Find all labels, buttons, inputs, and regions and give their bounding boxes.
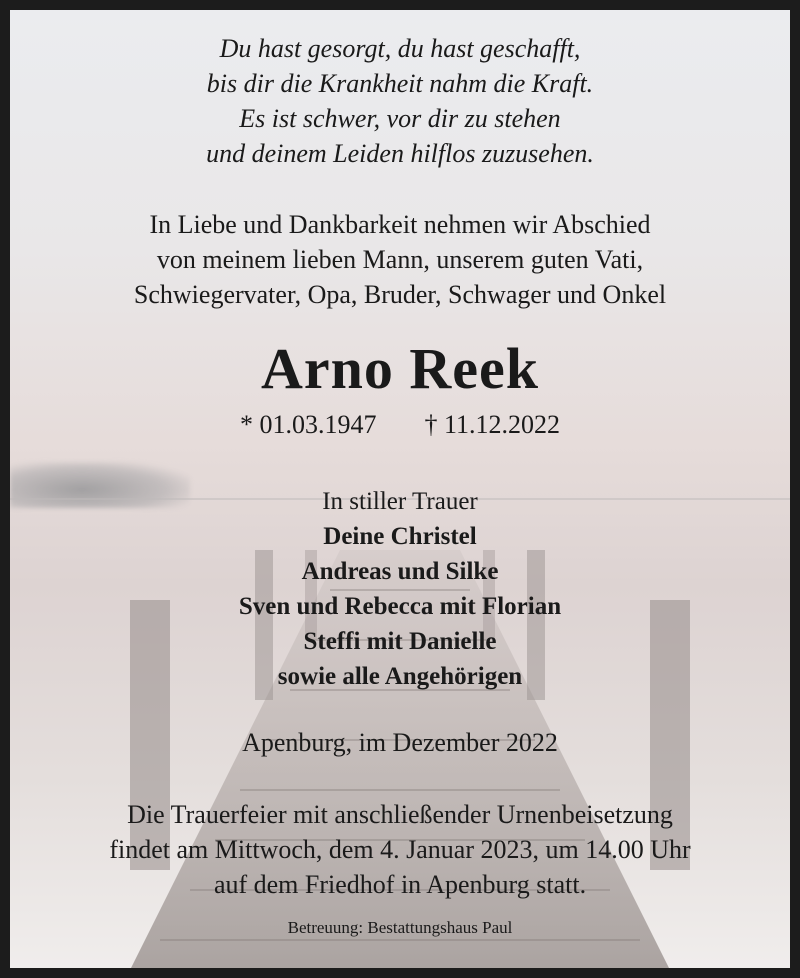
mourner-name: Andreas und Silke bbox=[301, 558, 499, 585]
death-date: † 11.12.2022 bbox=[424, 410, 561, 439]
funeral-info-line: findet am Mittwoch, dem 4. Januar 2023, um 14.00 Uhr bbox=[109, 835, 691, 864]
funeral-home-credit: Betreuung: Bestattungshaus Paul bbox=[287, 918, 513, 937]
intro-line: Schwiegervater, Opa, Bruder, Schwager und Onkel bbox=[133, 280, 667, 309]
verse-line: bis dir die Krankheit nahm die Kraft. bbox=[206, 69, 594, 98]
mourner-name: Steffi mit Danielle bbox=[303, 628, 497, 655]
verse-line: Du hast gesorgt, du hast geschafft, bbox=[219, 34, 581, 63]
verse-line: und deinem Leiden hilflos zuzusehen. bbox=[206, 139, 594, 168]
place-date: Apenburg, im Dezember 2022 bbox=[242, 728, 558, 757]
life-dates bbox=[10, 410, 790, 440]
funeral-info-line: auf dem Friedhof in Apenburg statt. bbox=[213, 870, 587, 899]
mourners-heading: In stiller Trauer bbox=[322, 488, 478, 515]
deceased-name: Arno Reek bbox=[260, 336, 539, 401]
intro-line: In Liebe und Dankbarkeit nehmen wir Abschied bbox=[149, 210, 651, 239]
mourner-name: sowie alle Angehörigen bbox=[277, 663, 523, 690]
notice-text bbox=[10, 10, 790, 968]
funeral-info-line: Die Trauerfeier mit anschließender Urnenbeisetzung bbox=[127, 800, 673, 829]
mourner-name: Deine Christel bbox=[323, 523, 477, 550]
verse-line: Es ist schwer, vor dir zu stehen bbox=[239, 104, 561, 133]
birth-date: * 01.03.1947 bbox=[239, 410, 377, 439]
intro-line: von meinem lieben Mann, unserem guten Vati, bbox=[156, 245, 644, 274]
mourner-name: Sven und Rebecca mit Florian bbox=[238, 593, 562, 620]
